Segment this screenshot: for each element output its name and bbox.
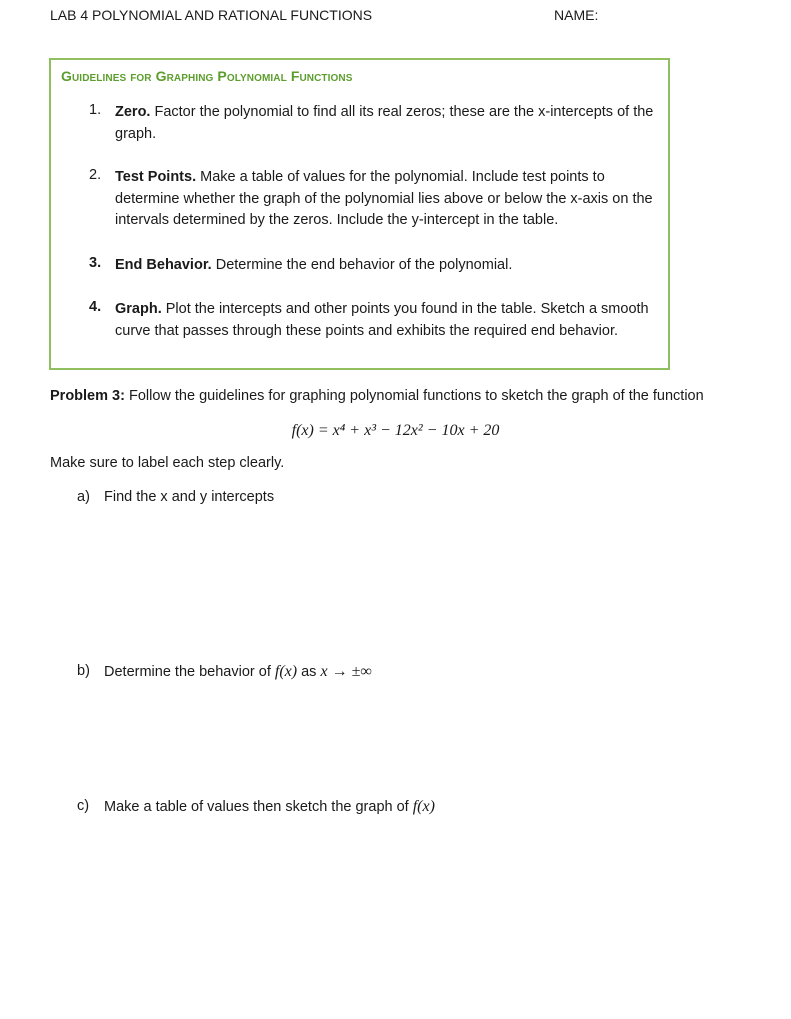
guideline-heading-3: End Behavior.: [115, 257, 212, 273]
problem-prompt: Follow the guidelines for graphing polynomial functions to sketch the graph of the function: [128, 388, 704, 404]
guideline-item-3: [115, 255, 663, 277]
guideline-text-1: Factor the polynomial to find all its real zeros; these are the x-intercepts of the graph.: [115, 104, 654, 142]
part-c-letter: c): [77, 798, 90, 814]
part-b-text: Determine the behavior of: [104, 664, 271, 680]
problem-label: Problem 3:: [50, 388, 125, 404]
guideline-text-4: Plot the intercepts and other points you found in the table. Sketch a smooth curve that passes through these points and exhibits the required end behavior.: [115, 301, 649, 339]
part-a-text: Find the x and y intercepts: [104, 489, 275, 505]
guideline-item-4: [115, 299, 663, 342]
guideline-number-4: 4.: [89, 299, 102, 315]
guideline-text-2: Make a table of values for the polynomial. Include test points to determine whether the graph of the polynomial lies above or below the x-axis on the intervals determined by the zeros. Include the y-intercept in the table.: [115, 169, 653, 228]
guideline-number-2: 2.: [89, 167, 102, 183]
part-a-letter: a): [77, 489, 90, 505]
name-label: NAME:: [554, 7, 599, 23]
part-b-limit: x → ±∞: [320, 663, 372, 680]
part-b-line: [104, 663, 372, 681]
part-c-function: f(x): [412, 798, 435, 815]
lab-title: LAB 4 POLYNOMIAL AND RATIONAL FUNCTIONS: [50, 7, 373, 23]
guidelines-title: Guidelines for Graphing Polynomial Functions: [61, 68, 353, 84]
part-b-function: f(x): [274, 663, 298, 680]
formula-text: f(x) = x⁴ + x³ − 12x² − 10x + 20: [291, 422, 500, 439]
problem-instruction: Make sure to label each step clearly.: [50, 455, 285, 471]
guideline-heading-1: Zero.: [115, 104, 151, 120]
guideline-item-2: [115, 167, 663, 232]
problem-statement: [50, 388, 704, 404]
guideline-text-3: Determine the end behavior of the polynomial.: [215, 257, 513, 273]
part-b-letter: b): [77, 663, 90, 679]
part-b-as: as: [301, 664, 317, 680]
part-c-text: Make a table of values then sketch the graph of: [104, 799, 409, 815]
guideline-heading-2: Test Points.: [115, 169, 197, 185]
part-c-line: [104, 798, 435, 816]
guideline-number-3: 3.: [89, 255, 102, 271]
guideline-item-1: [115, 102, 663, 145]
problem-formula: [0, 422, 791, 440]
guideline-number-1: 1.: [89, 102, 102, 118]
guideline-heading-4: Graph.: [115, 301, 162, 317]
